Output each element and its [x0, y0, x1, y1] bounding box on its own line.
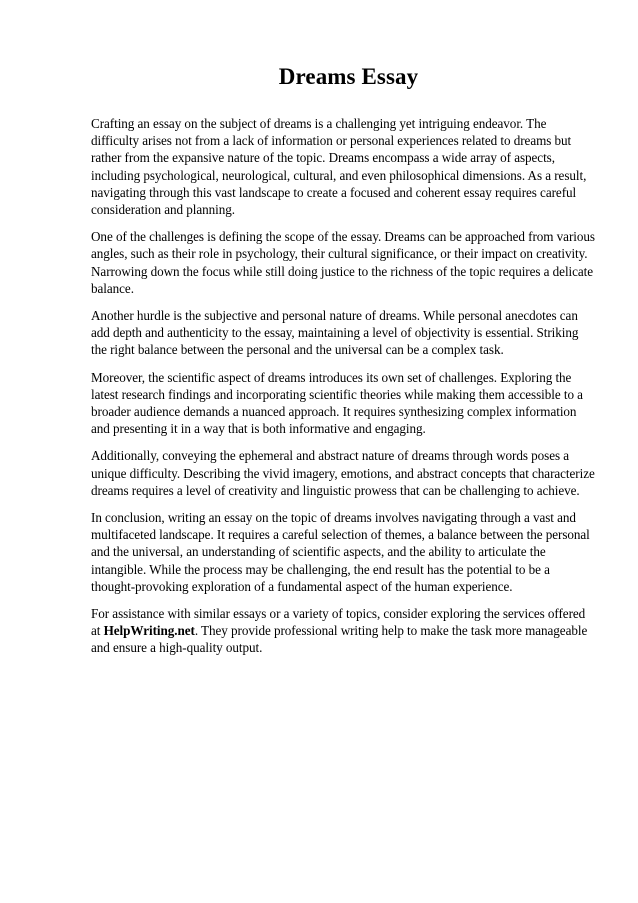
closing-text-before: For assistance with similar essays or a variety of topics, consider exploring the services offered at	[91, 606, 586, 639]
closing-text-after: . They provide professional writing help to make the task more manageable and ensure a high-quality output.	[91, 623, 588, 656]
document-title: Dreams Essay	[278, 64, 419, 89]
paragraph-4: Moreover, the scientific aspect of dreams introduces its own set of challenges. Exploring the latest research findings and incorporating scientific theories while making them accessible to a broader audience demands a nuanced approach. It requires synthesizing complex information and presenting it in a way that is both informative and engaging.	[91, 369, 583, 437]
closing-paragraph	[91, 605, 596, 657]
paragraph-5: Additionally, conveying the ephemeral and abstract nature of dreams through words poses a unique difficulty. Describing the vivid imagery, emotions, and abstract concepts that characterize dreams requires a level of creativity and linguistic prowess that can be challenging to achieve.	[91, 448, 595, 498]
brand-link[interactable]: HelpWriting.net	[103, 623, 195, 639]
paragraph-2: One of the challenges is defining the scope of the essay. Dreams can be approached from various angles, such as their role in psychology, their cultural significance, or their impact on creativity. Narrowing down the focus while still doing justice to the richness of the topic requires a delicate balance.	[91, 229, 595, 296]
paragraph-3: Another hurdle is the subjective and personal nature of dreams. While personal anecdotes can add depth and authenticity to the essay, maintaining a level of objectivity is essential. Striking the right balance between the personal and the universal can be a complex task.	[91, 308, 579, 358]
paragraph-6: In conclusion, writing an essay on the topic of dreams involves navigating through a vast and multifaceted landscape. It requires a careful selection of themes, a balance between the personal and the universal, an understanding of scientific aspects, and the ability to articulate the intangible. While the process may be challenging, the end result has the potential to be a thought-provoking exploration of a fundamental aspect of the human experience.	[91, 510, 590, 594]
paragraph-1: Crafting an essay on the subject of dreams is a challenging yet intriguing endeavor. The difficulty arises not from a lack of information or personal experiences related to dreams but rather from the expansive nature of the topic. Dreams encompass a wide array of aspects, including psychological, neurological, cultural, and even philosophical dimensions. As a result, navigating through this vast landscape to create a focused and coherent essay requires careful consideration and planning.	[91, 116, 587, 218]
